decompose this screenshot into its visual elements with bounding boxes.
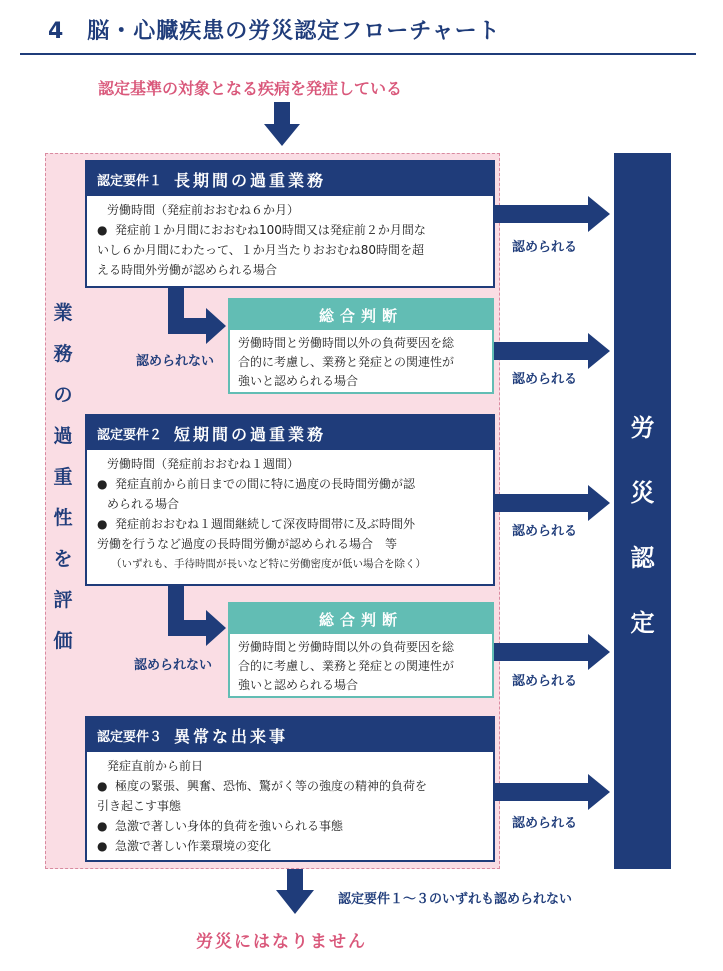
bullet-icon: ● [97, 819, 108, 833]
none-accepted-label: 認定要件１～３のいずれも認められない [338, 892, 573, 907]
requirement-line: 労働時間（発症前おおむね６か月） [107, 203, 300, 217]
bent-arrow-icon [168, 288, 226, 344]
bullet-icon: ● [97, 779, 108, 793]
requirement-line-text: 発症直前から前日までの間に特に過度の長時間労働が認 [115, 477, 416, 491]
requirement-line: 労働時間（発症前おおむね１週間） [107, 457, 300, 471]
judgment-line: 合的に考慮し、業務と発症との関連性が [238, 355, 455, 369]
eval-char: 過 [53, 425, 73, 447]
judgment-line: 労働時間と労働時間以外の負荷要因を総 [238, 640, 455, 654]
requirement-line: 引き起こす事態 [97, 799, 182, 813]
right-arrow-icon [494, 774, 610, 810]
rousai-char: 労 [630, 414, 655, 442]
overall-judgment-1-title: 総合判断 [230, 300, 492, 330]
page-title: 4 脳・心臓疾患の労災認定フローチャート [48, 19, 501, 44]
judgment-line: 労働時間と労働時間以外の負荷要因を総 [238, 336, 455, 350]
accepted-label-3: 認められる [512, 524, 578, 539]
judgment-line: 強いと認められる場合 [238, 678, 359, 692]
conclusion-text: 労災にはなりません [196, 932, 367, 952]
right-arrow-icon [494, 485, 610, 521]
eval-char: 務 [53, 343, 73, 365]
right-arrow-icon [494, 196, 610, 232]
eval-char: 価 [53, 630, 73, 652]
accepted-label-5: 認められる [512, 816, 578, 831]
eval-char: の [53, 384, 73, 406]
not-accepted-label-1: 認められない [136, 354, 215, 369]
overall-judgment-2-title: 総合判断 [230, 604, 492, 634]
down-arrow-icon [276, 869, 314, 914]
eval-char: 性 [53, 507, 73, 529]
down-arrow-icon [264, 102, 300, 146]
not-accepted-label-2: 認められない [134, 658, 213, 673]
rousai-char: 定 [630, 609, 655, 637]
requirement-line-text: 発症前おおむね１週間継続して深夜時間帯に及ぶ時間外 [115, 517, 416, 531]
premise-text: 認定基準の対象となる疾病を発症している [98, 79, 403, 98]
bullet-icon: ● [97, 223, 108, 237]
requirement-line-text: 発症前１か月間におおむね100時間又は発症前２か月間な [115, 223, 426, 237]
requirement-1-title: 長期間の過重業務 [174, 170, 327, 190]
accepted-label-4: 認められる [512, 674, 578, 689]
requirement-line-text: 急激で著しい作業環境の変化 [115, 839, 272, 853]
eval-char: 業 [53, 302, 73, 324]
requirement-line: 発症直前から前日 [107, 759, 204, 773]
eval-char: 重 [53, 466, 73, 488]
rousai-char: 災 [630, 479, 655, 507]
right-arrow-icon [494, 333, 610, 369]
requirement-3-number: 認定要件３ [97, 729, 163, 745]
bullet-icon: ● [97, 477, 108, 491]
requirement-1-number: 認定要件１ [97, 173, 163, 189]
requirement-2-title: 短期間の過重業務 [174, 424, 327, 444]
requirement-2-number: 認定要件２ [97, 427, 163, 443]
requirement-line: いし６か月間にわたって、１か月当たりおおむね80時間を超 [97, 243, 425, 257]
eval-char: を [53, 548, 73, 570]
judgment-line: 合的に考慮し、業務と発症との関連性が [238, 659, 455, 673]
rousai-char: 認 [630, 544, 655, 572]
accepted-label-1: 認められる [512, 240, 578, 255]
requirement-3-title: 異常な出来事 [174, 726, 289, 746]
requirement-line: える時間外労働が認められる場合 [97, 263, 278, 277]
bent-arrow-icon [168, 586, 226, 646]
eval-char: 評 [53, 589, 73, 611]
judgment-line: 強いと認められる場合 [238, 374, 359, 388]
requirement-line: められる場合 [107, 497, 180, 511]
bullet-icon: ● [97, 839, 108, 853]
accepted-label-2: 認められる [512, 372, 578, 387]
right-arrow-icon [494, 634, 610, 670]
requirement-note: （いずれも、手待時間が長いなど特に労働密度が低い場合を除く） [111, 558, 426, 570]
requirement-line-text: 急激で著しい身体的負荷を強いられる事態 [115, 819, 344, 833]
requirement-line-text: 極度の緊張、興奮、恐怖、驚がく等の強度の精神的負荷を [115, 779, 428, 793]
requirement-line: 労働を行うなど過度の長時間労働が認められる場合 等 [97, 537, 398, 551]
bullet-icon: ● [97, 517, 108, 531]
